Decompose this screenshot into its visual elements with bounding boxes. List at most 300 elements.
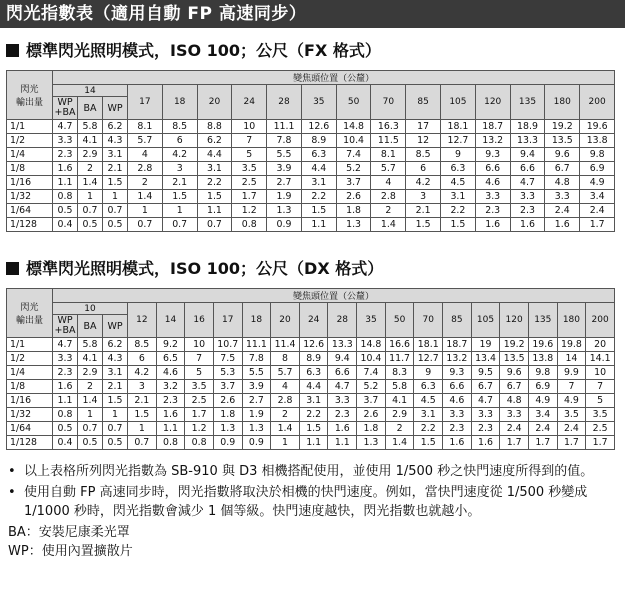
section-title-fx-text: 標準閃光照明模式，ISO 100；公尺（FX 格式） — [26, 41, 381, 60]
guide-number-cell: 0.7 — [162, 218, 197, 232]
zoom-column-header: 50 — [385, 303, 414, 338]
guide-number-cell: 0.9 — [267, 218, 302, 232]
guide-number-cell: 1.1 — [156, 422, 185, 436]
guide-number-cell: 2.4 — [500, 422, 529, 436]
guide-number-cell: 6.6 — [510, 162, 545, 176]
guide-number-cell: 1.5 — [414, 436, 443, 450]
output-level-cell: 1/16 — [7, 176, 53, 190]
guide-number-table-fx — [6, 70, 615, 232]
accessory-column-header: WP — [103, 97, 128, 120]
accessory-column-header: BA — [78, 315, 103, 338]
guide-number-cell: 5.5 — [242, 366, 271, 380]
guide-number-cell: 18.7 — [475, 120, 510, 134]
guide-number-cell: 7 — [232, 134, 267, 148]
accessory-column-header: BA — [78, 97, 103, 120]
guide-number-cell: 14.8 — [357, 338, 386, 352]
guide-number-cell: 9.6 — [545, 148, 580, 162]
output-level-cell: 1/8 — [7, 162, 53, 176]
guide-number-cell: 11.1 — [267, 120, 302, 134]
guide-number-cell: 4.7 — [53, 120, 78, 134]
guide-number-cell: 6.6 — [475, 162, 510, 176]
zoom-column-header: 135 — [510, 85, 545, 120]
guide-number-cell: 5.7 — [128, 134, 163, 148]
guide-number-cell: 4.2 — [128, 366, 157, 380]
guide-number-cell: 14.8 — [336, 120, 371, 134]
table-row — [7, 352, 615, 366]
accessory-column-header: WP +BA — [53, 97, 78, 120]
guide-number-cell: 8.1 — [128, 120, 163, 134]
guide-number-cell: 1.6 — [443, 436, 472, 450]
guide-number-cell: 5 — [586, 394, 615, 408]
guide-number-cell: 4 — [371, 176, 406, 190]
guide-number-cell: 3 — [128, 380, 157, 394]
guide-number-cell: 6.7 — [500, 380, 529, 394]
guide-number-cell: 6.6 — [443, 380, 472, 394]
definition-wp: WP：使用內置擴散片 — [8, 544, 133, 559]
zoom-column-header: 20 — [197, 85, 232, 120]
guide-number-cell: 2.1 — [128, 394, 157, 408]
zoom-column-header: 18 — [242, 303, 271, 338]
zoom-column-header: 85 — [406, 85, 441, 120]
guide-number-cell: 0.4 — [53, 218, 78, 232]
guide-number-cell: 1.8 — [213, 408, 242, 422]
zoom-column-header: 70 — [371, 85, 406, 120]
guide-number-cell: 2.8 — [371, 190, 406, 204]
guide-number-cell: 10.7 — [213, 338, 242, 352]
guide-number-cell: 9 — [441, 148, 476, 162]
guide-number-cell: 0.7 — [128, 436, 157, 450]
guide-number-cell: 2.3 — [471, 422, 500, 436]
guide-number-cell: 13.4 — [471, 352, 500, 366]
guide-number-cell: 9.4 — [328, 352, 357, 366]
guide-number-cell: 1.1 — [328, 436, 357, 450]
definition-ba: BA：安裝尼康柔光罩 — [8, 525, 130, 540]
zoom-column-header: 135 — [528, 303, 557, 338]
guide-number-cell: 4.6 — [156, 366, 185, 380]
section-title-dx — [6, 258, 383, 280]
guide-number-cell: 12.7 — [414, 352, 443, 366]
guide-number-cell: 2.6 — [336, 190, 371, 204]
guide-number-cell: 2.4 — [528, 422, 557, 436]
guide-number-cell: 2.3 — [328, 408, 357, 422]
table-row — [7, 190, 615, 204]
guide-number-cell: 7.4 — [336, 148, 371, 162]
zoom-column-header: 18 — [162, 85, 197, 120]
output-level-cell: 1/4 — [7, 366, 53, 380]
guide-number-cell: 1.3 — [357, 436, 386, 450]
guide-number-cell: 6.7 — [545, 162, 580, 176]
output-level-cell: 1/1 — [7, 120, 53, 134]
guide-number-cell: 1.4 — [78, 394, 103, 408]
guide-number-cell: 1.4 — [385, 436, 414, 450]
guide-number-cell: 9.5 — [471, 366, 500, 380]
guide-number-cell: 3.3 — [53, 352, 78, 366]
guide-number-cell: 1.7 — [232, 190, 267, 204]
guide-number-cell: 6 — [128, 352, 157, 366]
guide-number-cell: 2 — [371, 204, 406, 218]
output-level-header: 閃光 輸出量 — [7, 71, 53, 120]
guide-number-cell: 1.7 — [586, 436, 615, 450]
zoom-column-header: 70 — [414, 303, 443, 338]
table-row — [7, 218, 615, 232]
guide-number-cell: 7 — [557, 380, 586, 394]
zoom-column-header: 20 — [271, 303, 300, 338]
output-level-cell: 1/32 — [7, 190, 53, 204]
guide-number-cell: 16.3 — [371, 120, 406, 134]
bullet-icon: • — [8, 464, 16, 479]
guide-number-cell: 5.3 — [213, 366, 242, 380]
guide-number-cell: 0.5 — [103, 436, 128, 450]
table-row — [7, 134, 615, 148]
table-row — [7, 120, 615, 134]
table-row — [7, 176, 615, 190]
note-text-1: 以上表格所列閃光指數為 SB-910 與 D3 相機搭配使用，並使用 1/500 秒之快門速度所得到的值。 — [24, 464, 594, 479]
guide-number-cell: 3.3 — [443, 408, 472, 422]
guide-number-cell: 1.5 — [103, 176, 128, 190]
guide-number-cell: 2.6 — [213, 394, 242, 408]
guide-number-cell: 4.1 — [385, 394, 414, 408]
guide-number-cell: 0.5 — [53, 422, 78, 436]
guide-number-cell: 19.6 — [580, 120, 615, 134]
guide-number-cell: 2.7 — [242, 394, 271, 408]
guide-number-cell: 4.5 — [441, 176, 476, 190]
guide-number-cell: 4.3 — [103, 352, 128, 366]
guide-number-cell: 2.1 — [162, 176, 197, 190]
guide-number-table-dx — [6, 288, 615, 450]
zoom-position-header: 變焦頭位置（公釐） — [53, 289, 615, 303]
guide-number-cell: 13.8 — [580, 134, 615, 148]
zoom-column-header: 17 — [213, 303, 242, 338]
guide-number-cell: 7.5 — [213, 352, 242, 366]
guide-number-cell: 6.9 — [580, 162, 615, 176]
guide-number-cell: 12 — [406, 134, 441, 148]
guide-number-cell: 4.2 — [162, 148, 197, 162]
guide-number-cell: 8.5 — [128, 338, 157, 352]
guide-number-cell: 3.4 — [528, 408, 557, 422]
guide-number-cell: 1.4 — [371, 218, 406, 232]
guide-number-cell: 3.3 — [545, 190, 580, 204]
table-row — [7, 338, 615, 352]
guide-number-cell: 2.2 — [414, 422, 443, 436]
guide-number-cell: 13.3 — [328, 338, 357, 352]
guide-number-cell: 6.3 — [414, 380, 443, 394]
guide-number-cell: 0.7 — [78, 422, 103, 436]
guide-number-cell: 1.8 — [336, 204, 371, 218]
guide-number-cell: 0.7 — [78, 204, 103, 218]
guide-number-cell: 2.3 — [443, 422, 472, 436]
guide-number-cell: 0.7 — [103, 204, 128, 218]
guide-number-cell: 2 — [128, 176, 163, 190]
guide-number-cell: 1.5 — [103, 394, 128, 408]
guide-number-cell: 11.7 — [385, 352, 414, 366]
guide-number-cell: 14.1 — [586, 352, 615, 366]
guide-number-cell: 0.8 — [53, 190, 78, 204]
section-title-dx-text: 標準閃光照明模式，ISO 100；公尺（DX 格式） — [26, 259, 384, 278]
zoom-group-header: 14 — [53, 85, 128, 97]
guide-number-cell: 1 — [128, 204, 163, 218]
output-level-header: 閃光 輸出量 — [7, 289, 53, 338]
guide-number-cell: 4 — [128, 148, 163, 162]
zoom-column-header: 28 — [328, 303, 357, 338]
guide-number-cell: 7 — [185, 352, 214, 366]
guide-number-cell: 2.9 — [78, 148, 103, 162]
guide-number-cell: 3.5 — [586, 408, 615, 422]
guide-number-cell: 1.5 — [299, 422, 328, 436]
guide-number-cell: 5.2 — [336, 162, 371, 176]
guide-number-cell: 19.2 — [500, 338, 529, 352]
output-level-cell: 1/1 — [7, 338, 53, 352]
guide-number-cell: 4.9 — [580, 176, 615, 190]
guide-number-cell: 2.3 — [475, 204, 510, 218]
guide-number-cell: 9.2 — [156, 338, 185, 352]
guide-number-cell: 1 — [128, 422, 157, 436]
guide-number-cell: 6.7 — [471, 380, 500, 394]
guide-number-cell: 0.5 — [78, 436, 103, 450]
guide-number-cell: 7.4 — [357, 366, 386, 380]
guide-number-cell: 6.2 — [103, 120, 128, 134]
guide-number-cell: 1.6 — [53, 380, 78, 394]
square-bullet-icon — [6, 262, 19, 275]
guide-number-cell: 1.8 — [357, 422, 386, 436]
guide-number-cell: 1.6 — [53, 162, 78, 176]
guide-number-cell: 1.5 — [162, 190, 197, 204]
guide-number-cell: 7.8 — [242, 352, 271, 366]
guide-number-cell: 11.4 — [271, 338, 300, 352]
guide-number-cell: 1.1 — [299, 436, 328, 450]
guide-number-cell: 12.7 — [441, 134, 476, 148]
guide-number-cell: 1.7 — [580, 218, 615, 232]
guide-number-cell: 10.4 — [357, 352, 386, 366]
guide-number-cell: 13.5 — [545, 134, 580, 148]
zoom-column-header: 105 — [471, 303, 500, 338]
guide-number-cell: 1.6 — [156, 408, 185, 422]
guide-number-cell: 1.5 — [441, 218, 476, 232]
guide-number-cell: 13.2 — [443, 352, 472, 366]
guide-number-cell: 5.8 — [78, 338, 103, 352]
guide-number-cell: 3.3 — [328, 394, 357, 408]
guide-number-cell: 0.8 — [185, 436, 214, 450]
section-title-fx — [6, 40, 381, 62]
guide-number-cell: 1.5 — [128, 408, 157, 422]
guide-number-cell: 8.8 — [197, 120, 232, 134]
guide-number-cell: 2.6 — [357, 408, 386, 422]
accessory-column-header: WP — [103, 315, 128, 338]
guide-number-cell: 2.3 — [156, 394, 185, 408]
guide-number-cell: 4.7 — [510, 176, 545, 190]
guide-number-cell: 3.1 — [299, 394, 328, 408]
guide-number-cell: 5.8 — [385, 380, 414, 394]
guide-number-cell: 2.2 — [301, 190, 336, 204]
zoom-column-header: 17 — [128, 85, 163, 120]
guide-number-cell: 19.8 — [557, 338, 586, 352]
guide-number-cell: 2.1 — [103, 380, 128, 394]
zoom-column-header: 180 — [557, 303, 586, 338]
guide-number-cell: 9.8 — [580, 148, 615, 162]
guide-number-cell: 3.5 — [232, 162, 267, 176]
guide-number-cell: 4.4 — [299, 380, 328, 394]
guide-number-cell: 12.6 — [299, 338, 328, 352]
guide-number-cell: 2.3 — [510, 204, 545, 218]
guide-number-cell: 4.8 — [500, 394, 529, 408]
guide-number-cell: 2.5 — [586, 422, 615, 436]
guide-number-cell: 19.2 — [545, 120, 580, 134]
note-text-2: 使用自動 FP 高速同步時，閃光指數將取決於相機的快門速度。例如，當快門速度從 1/500 秒變成 1/1000 秒時，閃光指數會減少 1 個等級。快門速度越快，閃光指數也就越小。 — [24, 485, 588, 519]
table-row — [7, 436, 615, 450]
guide-number-cell: 3.5 — [185, 380, 214, 394]
guide-number-cell: 4.1 — [78, 134, 103, 148]
guide-number-cell: 19.6 — [528, 338, 557, 352]
table-row — [7, 204, 615, 218]
guide-number-cell: 18.1 — [414, 338, 443, 352]
output-level-cell: 1/2 — [7, 352, 53, 366]
output-level-cell: 1/64 — [7, 422, 53, 436]
guide-number-cell: 2 — [78, 380, 103, 394]
guide-number-cell: 2 — [271, 408, 300, 422]
guide-number-cell: 0.5 — [78, 218, 103, 232]
guide-number-cell: 2 — [78, 162, 103, 176]
guide-number-cell: 4.8 — [545, 176, 580, 190]
guide-number-cell: 0.4 — [53, 436, 78, 450]
guide-number-cell: 1.6 — [545, 218, 580, 232]
guide-number-cell: 1.2 — [185, 422, 214, 436]
guide-number-cell: 1 — [162, 204, 197, 218]
guide-number-cell: 7.8 — [267, 134, 302, 148]
output-level-cell: 1/4 — [7, 148, 53, 162]
guide-number-cell: 4.4 — [301, 162, 336, 176]
guide-number-cell: 3.5 — [557, 408, 586, 422]
guide-number-cell: 1 — [103, 408, 128, 422]
output-level-cell: 1/128 — [7, 436, 53, 450]
zoom-column-header: 16 — [185, 303, 214, 338]
guide-number-cell: 5.2 — [357, 380, 386, 394]
guide-number-cell: 6.3 — [299, 366, 328, 380]
guide-number-cell: 3.4 — [580, 190, 615, 204]
guide-number-cell: 2.1 — [406, 204, 441, 218]
guide-number-cell: 0.5 — [53, 204, 78, 218]
accessory-column-header: WP +BA — [53, 315, 78, 338]
guide-number-cell: 8 — [271, 352, 300, 366]
guide-number-cell: 1.7 — [185, 408, 214, 422]
guide-number-cell: 1.6 — [475, 218, 510, 232]
guide-number-cell: 6.9 — [528, 380, 557, 394]
guide-number-cell: 3.3 — [471, 408, 500, 422]
guide-number-cell: 18.1 — [441, 120, 476, 134]
guide-number-cell: 1.1 — [53, 176, 78, 190]
guide-number-cell: 14 — [557, 352, 586, 366]
guide-number-cell: 11.1 — [242, 338, 271, 352]
guide-number-cell: 7 — [586, 380, 615, 394]
guide-number-cell: 1.5 — [301, 204, 336, 218]
guide-number-cell: 1.3 — [267, 204, 302, 218]
guide-number-cell: 4.7 — [53, 338, 78, 352]
guide-number-cell: 3.1 — [441, 190, 476, 204]
guide-number-cell: 3.3 — [500, 408, 529, 422]
guide-number-cell: 1.9 — [267, 190, 302, 204]
guide-number-cell: 2.4 — [545, 204, 580, 218]
guide-number-cell: 2.9 — [78, 366, 103, 380]
zoom-column-header: 12 — [128, 303, 157, 338]
guide-number-cell: 1.7 — [557, 436, 586, 450]
table-row — [7, 148, 615, 162]
zoom-group-header: 10 — [53, 303, 128, 315]
guide-number-cell: 8.9 — [299, 352, 328, 366]
zoom-column-header: 50 — [336, 85, 371, 120]
guide-number-cell: 2.5 — [232, 176, 267, 190]
guide-number-cell: 9.4 — [510, 148, 545, 162]
guide-number-cell: 2.9 — [385, 408, 414, 422]
guide-number-cell: 1.1 — [197, 204, 232, 218]
guide-number-cell: 0.7 — [128, 218, 163, 232]
guide-number-cell: 3.1 — [197, 162, 232, 176]
guide-number-cell: 2.3 — [53, 148, 78, 162]
guide-number-cell: 3.2 — [156, 380, 185, 394]
guide-number-cell: 6 — [406, 162, 441, 176]
guide-number-cell: 18.9 — [510, 120, 545, 134]
zoom-column-header: 24 — [232, 85, 267, 120]
guide-number-cell: 3.1 — [301, 176, 336, 190]
guide-number-cell: 11.5 — [371, 134, 406, 148]
guide-number-cell: 1.4 — [78, 176, 103, 190]
guide-number-cell: 4.7 — [328, 380, 357, 394]
guide-number-cell: 3.3 — [475, 190, 510, 204]
guide-number-cell: 5 — [185, 366, 214, 380]
guide-number-cell: 3.3 — [53, 134, 78, 148]
guide-number-cell: 13.2 — [475, 134, 510, 148]
guide-number-cell: 4.1 — [78, 352, 103, 366]
guide-number-cell: 6.2 — [103, 338, 128, 352]
guide-number-cell: 1.3 — [213, 422, 242, 436]
guide-number-cell: 1 — [103, 190, 128, 204]
guide-number-cell: 13.5 — [500, 352, 529, 366]
guide-number-cell: 6.2 — [197, 134, 232, 148]
zoom-column-header: 180 — [545, 85, 580, 120]
guide-number-cell: 1.4 — [271, 422, 300, 436]
guide-number-cell: 1.4 — [128, 190, 163, 204]
zoom-column-header: 105 — [441, 85, 476, 120]
guide-number-cell: 0.9 — [213, 436, 242, 450]
guide-number-cell: 9.6 — [500, 366, 529, 380]
guide-number-cell: 1 — [78, 408, 103, 422]
guide-number-cell: 3.7 — [213, 380, 242, 394]
zoom-column-header: 120 — [500, 303, 529, 338]
guide-number-cell: 9 — [414, 366, 443, 380]
guide-number-cell: 0.7 — [103, 422, 128, 436]
guide-number-cell: 1.1 — [301, 218, 336, 232]
guide-number-cell: 5.8 — [78, 120, 103, 134]
guide-number-cell: 3.9 — [267, 162, 302, 176]
table-row — [7, 422, 615, 436]
zoom-column-header: 35 — [357, 303, 386, 338]
guide-number-cell: 9.9 — [557, 366, 586, 380]
guide-number-cell: 8.5 — [406, 148, 441, 162]
guide-number-cell: 3.7 — [357, 394, 386, 408]
guide-number-cell: 9.3 — [443, 366, 472, 380]
guide-number-cell: 1.5 — [197, 190, 232, 204]
guide-number-cell: 16.6 — [385, 338, 414, 352]
guide-number-cell: 6.6 — [328, 366, 357, 380]
guide-number-cell: 6.5 — [156, 352, 185, 366]
guide-number-cell: 6.3 — [301, 148, 336, 162]
guide-number-cell: 4.9 — [557, 394, 586, 408]
guide-number-cell: 4.6 — [443, 394, 472, 408]
note-item — [8, 462, 620, 481]
guide-number-cell: 20 — [586, 338, 615, 352]
guide-number-cell: 10 — [586, 366, 615, 380]
guide-number-cell: 18.7 — [443, 338, 472, 352]
output-level-cell: 1/8 — [7, 380, 53, 394]
note-item — [8, 483, 620, 521]
square-bullet-icon — [6, 44, 19, 57]
